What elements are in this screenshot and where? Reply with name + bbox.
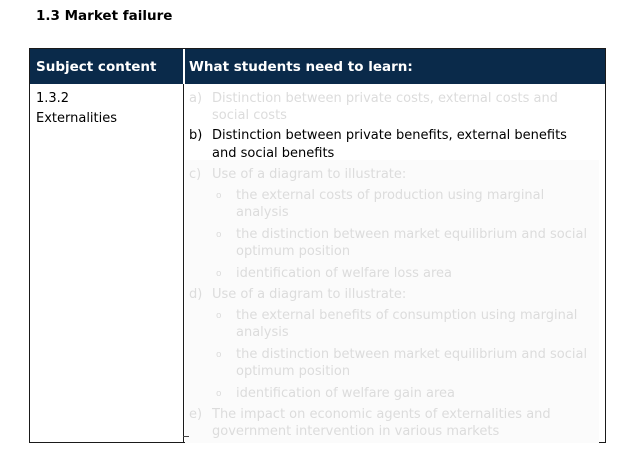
item-c-bullet3: identification of welfare loss area xyxy=(236,266,453,281)
header-subject-content: Subject content xyxy=(36,59,157,75)
bullet-icon: o xyxy=(216,191,222,201)
header-divider xyxy=(183,49,185,84)
item-d-bullet3: identification of welfare gain area xyxy=(236,386,455,401)
item-c-bullet2-line2: optimum position xyxy=(236,244,351,259)
bullet-icon: o xyxy=(216,269,222,279)
item-d-bullet1-line2: analysis xyxy=(236,325,289,340)
item-c-text: Use of a diagram to illustrate: xyxy=(212,167,407,182)
item-d-label: d) xyxy=(189,287,203,302)
item-c-bullet2-line1: the distinction between market equilibrium and social xyxy=(236,227,588,242)
bullet-icon: o xyxy=(216,389,222,399)
item-d-bullet2-line2: optimum position xyxy=(236,364,351,379)
spec-table xyxy=(29,48,606,443)
text-cursor-mark xyxy=(183,436,189,437)
item-c-bullet1-line2: analysis xyxy=(236,205,289,220)
subject-code: 1.3.2 xyxy=(36,91,70,106)
item-e-label: e) xyxy=(189,407,203,422)
item-a-line1: Distinction between private costs, external costs and xyxy=(212,91,558,106)
bullet-icon: o xyxy=(216,230,222,240)
item-b-line1: Distinction between private benefits, external benefits xyxy=(212,128,567,143)
item-b-line2: and social benefits xyxy=(212,146,335,161)
subject-name: Externalities xyxy=(36,111,118,126)
bullet-icon: o xyxy=(216,311,222,321)
item-a-line2: social costs xyxy=(212,108,287,123)
item-e-line1: The impact on economic agents of externalities and xyxy=(212,407,551,422)
header-what-to-learn: What students need to learn: xyxy=(189,59,413,75)
item-a-label: a) xyxy=(189,91,203,106)
bullet-icon: o xyxy=(216,350,222,360)
item-c-bullet1-line1: the external costs of production using marginal xyxy=(236,188,545,203)
item-d-bullet2-line1: the distinction between market equilibrium and social xyxy=(236,347,588,362)
section-title: 1.3 Market failure xyxy=(36,8,173,24)
item-e-line2: government intervention in various markets xyxy=(212,424,500,439)
table-header xyxy=(30,49,605,84)
column-divider xyxy=(183,84,184,442)
item-c-label: c) xyxy=(189,167,202,182)
item-b-label: b) xyxy=(189,128,203,143)
item-d-bullet1-line1: the external benefits of consumption using marginal xyxy=(236,308,578,323)
item-d-text: Use of a diagram to illustrate: xyxy=(212,287,407,302)
